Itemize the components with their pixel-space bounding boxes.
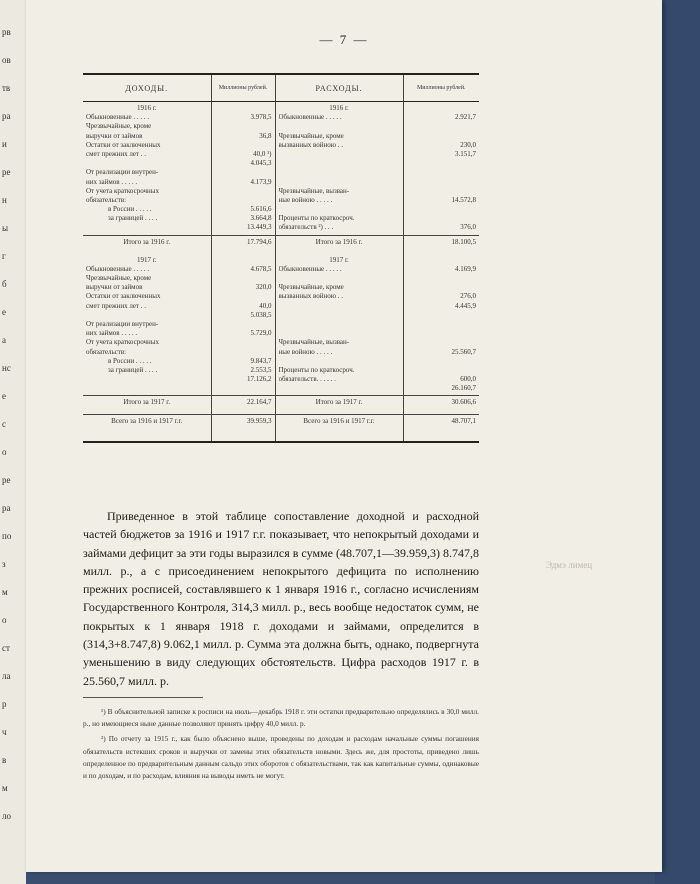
table-cell-line: Проценты по краткосроч. bbox=[278, 214, 355, 223]
table-cell-line: Обыкновенные . . . . . bbox=[86, 264, 150, 273]
table-cell-line: Чрезвычайные, кроме bbox=[278, 131, 344, 140]
income-header: ДОХОДЫ. bbox=[83, 74, 211, 102]
table-cell-line bbox=[86, 311, 208, 320]
table-cell-line bbox=[279, 122, 400, 131]
table-cell-line: 9.843,7 bbox=[250, 356, 272, 365]
prev-page-fragment: ов bbox=[2, 55, 11, 65]
table-cell-line: них займов . . . . . bbox=[86, 329, 138, 338]
table-cell-line bbox=[407, 256, 477, 265]
table-cell-line: Чрезвычайные, кроме bbox=[86, 122, 152, 131]
prev-page-fragment: о bbox=[2, 615, 7, 625]
income-1916-total-label: Итого за 1916 г. bbox=[83, 235, 211, 254]
table-cell-line: От реализации внутрен- bbox=[86, 168, 159, 177]
expense-header: РАСХОДЫ. bbox=[275, 74, 403, 102]
grand-expense-label: Всего за 1916 и 1917 г.г. bbox=[275, 415, 403, 443]
table-cell-line: обязательств. . . . . . bbox=[278, 375, 336, 384]
table-cell-line: 4.678,5 bbox=[250, 264, 272, 273]
table-cell-line bbox=[407, 168, 477, 177]
table-cell-line: 1917 г. bbox=[136, 255, 157, 264]
prev-page-fragment: н bbox=[2, 195, 7, 205]
table-cell-line: 4.445,9 bbox=[455, 301, 476, 310]
table-cell-line: 3.664,8 bbox=[250, 214, 272, 223]
table-cell-line: вызванных войною . . bbox=[278, 292, 344, 301]
table-cell-line: Проценты по краткосроч. bbox=[278, 365, 355, 374]
table-cell-line: 5.729,0 bbox=[250, 329, 272, 338]
footnote-1: ¹) В объяснительной записке к росписи на июль—декабрь 1918 г. эти остатки предварительно определялись в 30,0 милл. р., но имеющиеся ныне данные позволяют принять цифру 40,0 милл. р. bbox=[83, 707, 479, 729]
table-cell-line: Остатки от заключенных bbox=[86, 292, 161, 301]
prev-page-fragment: е bbox=[2, 307, 6, 317]
table-cell-line: вызванных войною . . bbox=[278, 140, 344, 149]
prev-page-fragment: ре bbox=[2, 475, 11, 485]
table-cell-line: ные войною . . . . . bbox=[278, 347, 333, 356]
table-cell-line: 276,0 bbox=[460, 292, 476, 301]
table-cell-line bbox=[86, 223, 208, 232]
prev-page-fragment: м bbox=[2, 783, 8, 793]
table-cell-line: 17.126,2 bbox=[247, 375, 272, 384]
prev-page-fragment: ло bbox=[2, 811, 11, 821]
footnote-2: ²) По отчету за 1915 г., как было объяснено выше, проведены по доходам и расходам начальные суммы погашения обязательств истекших сроков и выручки от замены этих обязательств новыми. Здесь же, для простоты, приведено лишь определенное по предварительным данным сальдо этих оборотов с обязательствами, так как капитальные суммы, одинаковые и по доходам, и по расходам, влияния на выводы иметь не могут. bbox=[83, 734, 479, 781]
grand-income-label: Всего за 1916 и 1917 г.г. bbox=[83, 415, 211, 443]
table-cell-line bbox=[407, 283, 477, 292]
table-cell-line: за границей . . . . bbox=[108, 214, 158, 223]
expense-1917-total-label: Итого за 1917 г. bbox=[275, 396, 403, 415]
table-cell-line bbox=[279, 311, 400, 320]
prev-page-fragment: з bbox=[2, 559, 6, 569]
table-cell-line bbox=[407, 357, 477, 366]
table-cell-line bbox=[407, 187, 477, 196]
table-cell-line bbox=[407, 338, 477, 347]
prev-page-fragment: ы bbox=[2, 223, 9, 233]
table-cell-line: смет прежних лет . . bbox=[86, 149, 147, 158]
table-cell-line: 230,0 bbox=[460, 140, 476, 149]
table-cell-line: смет прежних лет . . bbox=[86, 301, 147, 310]
table-cell-line bbox=[407, 122, 477, 131]
expense-1917-labels bbox=[275, 254, 403, 396]
table-cell-line bbox=[279, 205, 400, 214]
table-cell-line bbox=[279, 150, 400, 159]
table-cell-line: 4.173,9 bbox=[250, 177, 272, 186]
table-cell-line bbox=[215, 320, 272, 329]
table-cell-line bbox=[215, 348, 272, 357]
table-cell-line: 3.151,7 bbox=[455, 149, 476, 158]
table-cell-line: 4.045,3 bbox=[250, 159, 272, 168]
document-page bbox=[26, 0, 662, 872]
table-cell-line bbox=[407, 329, 477, 338]
table-cell-line bbox=[215, 292, 272, 301]
table-cell-line: 26.160,7 bbox=[451, 384, 476, 393]
prev-page-fragment: ла bbox=[2, 671, 11, 681]
table-cell-line: Обыкновенные . . . . . bbox=[86, 113, 150, 122]
table-cell-line: Чрезвычайные, кроме bbox=[86, 274, 152, 282]
prev-page-fragment: по bbox=[2, 531, 12, 541]
table-cell-line bbox=[86, 375, 208, 384]
income-1917-amounts bbox=[211, 254, 275, 396]
table-cell-line: в России . . . . . bbox=[108, 205, 152, 214]
table-cell-line: 1916 г. bbox=[136, 104, 157, 112]
table-cell-line: Остатки от заключенных bbox=[86, 140, 161, 149]
table-cell-line: 2.921,7 bbox=[455, 113, 476, 122]
income-unit-header: Миллионы рублей. bbox=[211, 74, 275, 102]
show-through-text: Эдмэ лимец bbox=[546, 560, 593, 570]
table-cell-line bbox=[407, 104, 477, 113]
table-cell-line: Обыкновенные . . . . . bbox=[278, 264, 342, 273]
expense-1916-amounts bbox=[403, 102, 479, 236]
table-cell-line bbox=[407, 205, 477, 214]
table-cell-line bbox=[279, 168, 400, 177]
table-cell-line: Чрезвычайные, вызван- bbox=[278, 186, 350, 195]
table-cell-line: 600,0 bbox=[460, 375, 476, 384]
previous-page-edge bbox=[0, 0, 26, 884]
table-cell-line bbox=[279, 320, 400, 329]
table-cell-line bbox=[279, 384, 400, 393]
table-cell-line bbox=[215, 196, 272, 205]
expense-1916-total-label: Итого за 1916 г. bbox=[275, 235, 403, 254]
table-cell-line: 2.553,5 bbox=[250, 365, 272, 374]
prev-page-fragment: б bbox=[2, 279, 7, 289]
table-cell-line: 1916 г. bbox=[329, 104, 349, 112]
table-cell-line bbox=[407, 366, 477, 375]
table-cell-line: Чрезвычайные, вызван- bbox=[278, 338, 350, 347]
table-cell-line: ные войною . . . . . bbox=[278, 195, 333, 204]
table-cell-line: выручки от займов bbox=[86, 283, 143, 292]
prev-page-fragment: ра bbox=[2, 111, 11, 121]
table-cell-line bbox=[407, 132, 477, 141]
table-cell-line: От учета краткосрочных bbox=[86, 338, 159, 347]
prev-page-fragment: м bbox=[2, 587, 8, 597]
table-cell-line: 5.038,5 bbox=[250, 310, 272, 319]
table-cell-line bbox=[407, 311, 477, 320]
footnotes bbox=[83, 706, 479, 785]
table-cell-line bbox=[215, 338, 272, 347]
table-cell-line: 376,0 bbox=[460, 223, 476, 232]
table-cell-line: обязательств ²) . . . bbox=[278, 223, 334, 232]
table-cell-line: обязательств: bbox=[86, 347, 127, 356]
body-paragraph-text: Приведенное в этой таблице сопоставление доходной и расходной частей бюджетов за 1916 и 1917 г.г. показывает, что непокрытый доходами и займами дефицит за эти годы выразился в сумме (48.707,1—39.959,3) 8.747,8 милл. р., а с присоединением непокрытого дефицита по исполнению прежних росписей, составлявшего к 1 января 1916 г., согласно исчислениям Государственного Контроля, 314,3 милл. р., весь вообще недостаток сумм, не покрытых к 1 января 1918 г. доходами и займами, определится в (314,3+8.747,8) 9.062,1 милл. р. Сумма эта должна быть, однако, подвергнута уменьшению в виду следующих обстоятельств. Цифра расходов 1917 г. в 25.560,7 милл. р. bbox=[83, 509, 479, 688]
table-cell-line bbox=[407, 159, 477, 168]
table-cell-line bbox=[407, 178, 477, 187]
table-cell-line bbox=[407, 320, 477, 329]
footnote-rule bbox=[83, 697, 203, 698]
table-cell-line bbox=[215, 122, 272, 131]
prev-page-fragment: ст bbox=[2, 643, 10, 653]
table-cell-line bbox=[279, 274, 400, 283]
income-1916-amounts bbox=[211, 102, 275, 236]
income-1917-total-label: Итого за 1917 г. bbox=[83, 396, 211, 415]
prev-page-fragment: с bbox=[2, 419, 6, 429]
table-cell-line: 3.978,5 bbox=[250, 113, 272, 122]
prev-page-fragment: ч bbox=[2, 727, 7, 737]
prev-page-fragment: о bbox=[2, 447, 7, 457]
table-cell-line bbox=[215, 256, 272, 265]
table-cell-line bbox=[407, 274, 477, 283]
table-cell-line: Обыкновенные . . . . . bbox=[278, 113, 342, 122]
prev-page-fragment: в bbox=[2, 755, 7, 765]
table-cell-line: выручки от займов bbox=[86, 131, 143, 140]
prev-page-fragment: р bbox=[2, 699, 7, 709]
body-paragraph bbox=[83, 507, 479, 690]
budget-table bbox=[83, 73, 479, 443]
table-cell-line bbox=[215, 187, 272, 196]
table-cell-line: 4.169,9 bbox=[455, 264, 476, 273]
table-cell-line: 320,0 bbox=[255, 283, 272, 292]
table-cell-line bbox=[407, 214, 477, 223]
table-cell-line: 14.572,8 bbox=[451, 195, 476, 204]
table-cell-line: них займов . . . . . bbox=[86, 177, 138, 186]
prev-page-fragment: рв bbox=[2, 27, 11, 37]
income-1917-total: 22.164,7 bbox=[211, 396, 275, 415]
table-cell-line bbox=[279, 302, 400, 311]
table-cell-line: обязательств: bbox=[86, 195, 127, 204]
table-cell-line bbox=[279, 357, 400, 366]
expense-1917-amounts bbox=[403, 254, 479, 396]
expense-1916-total: 18.100,5 bbox=[403, 235, 479, 254]
prev-page-fragment: тв bbox=[2, 83, 11, 93]
grand-income-total: 39.959,3 bbox=[211, 415, 275, 443]
table-cell-line bbox=[215, 274, 272, 283]
grand-expense-total: 48.707,1 bbox=[403, 415, 479, 443]
expense-1916-labels bbox=[275, 102, 403, 236]
table-cell-line: От реализации внутрен- bbox=[86, 319, 159, 328]
table-cell-line: Чрезвычайные, кроме bbox=[278, 283, 344, 292]
prev-page-fragment: а bbox=[2, 335, 6, 345]
table-cell-line: за границей . . . . bbox=[108, 365, 158, 374]
table-cell-line bbox=[215, 168, 272, 177]
table-cell-line: 1917 г. bbox=[329, 255, 349, 264]
table-cell-line bbox=[279, 329, 400, 338]
table-cell-line: 36,8 bbox=[259, 131, 272, 140]
table-cell-line: 13.449,3 bbox=[247, 223, 272, 232]
expense-1917-total: 30.606,6 bbox=[403, 396, 479, 415]
table-cell-line: От учета краткосрочных bbox=[86, 186, 159, 195]
prev-page-fragment: и bbox=[2, 139, 7, 149]
table-cell-line bbox=[215, 141, 272, 150]
page-number: — 7 — bbox=[319, 32, 369, 47]
table-cell-line: 40,0 ¹) bbox=[253, 149, 272, 158]
expense-unit-header: Миллионы рублей. bbox=[403, 74, 479, 102]
prev-page-fragment: г bbox=[2, 251, 6, 261]
income-1917-labels bbox=[83, 254, 211, 396]
table-cell-line bbox=[279, 178, 400, 187]
prev-page-fragment: е bbox=[2, 391, 6, 401]
table-cell-line: в России . . . . . bbox=[108, 356, 152, 365]
prev-page-fragment: ра bbox=[2, 503, 11, 513]
table-cell-line bbox=[279, 159, 400, 168]
table-cell-line: 40,0 bbox=[259, 301, 272, 310]
table-cell-line bbox=[215, 104, 272, 113]
table-cell-line bbox=[86, 159, 208, 168]
table-cell-line: 5.616,6 bbox=[250, 205, 272, 214]
prev-page-fragment: ре bbox=[2, 167, 11, 177]
income-1916-total: 17.794,6 bbox=[211, 235, 275, 254]
income-1916-labels bbox=[83, 102, 211, 236]
prev-page-fragment: нс bbox=[2, 363, 11, 373]
table-cell-line: 25.560,7 bbox=[451, 347, 476, 356]
